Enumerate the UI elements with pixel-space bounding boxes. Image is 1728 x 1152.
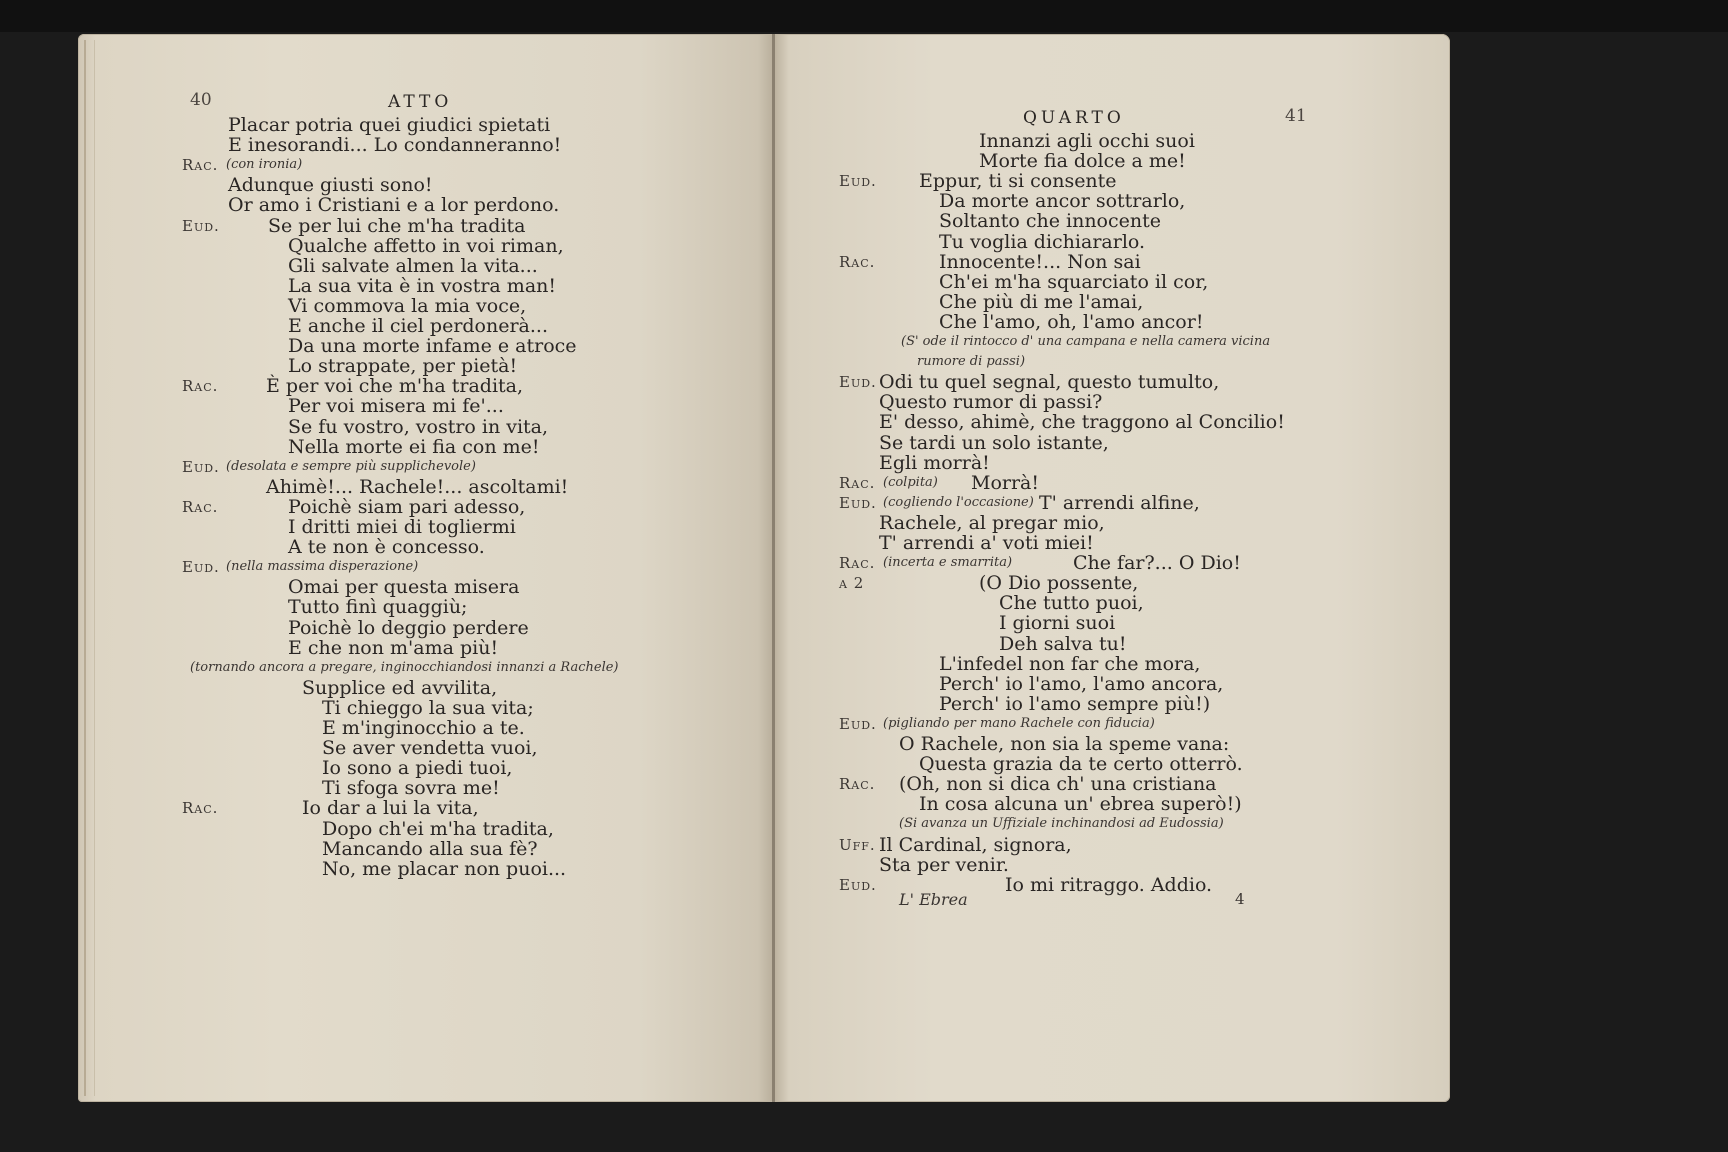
verse-line: Questo rumor di passi? xyxy=(879,391,1103,414)
verse-line: Il Cardinal, signora, xyxy=(879,833,1072,856)
open-book xyxy=(78,34,1450,1106)
verse-line: Se aver vendetta vuoi, xyxy=(322,737,538,760)
verse-line: Sta per venir. xyxy=(879,853,1009,876)
left-page xyxy=(78,34,773,1102)
verse-line: Soltanto che innocente xyxy=(939,210,1161,233)
verse-line: Io dar a lui la vita, xyxy=(302,797,479,820)
footer-title: L' Ebrea xyxy=(899,890,968,909)
verse-line: Ti sfoga sovra me! xyxy=(322,777,500,800)
speaker-label: a 2 xyxy=(839,574,865,593)
verse-line: Dopo ch'ei m'ha tradita, xyxy=(322,817,554,840)
running-head: QUARTO xyxy=(1023,108,1125,128)
verse-line: Odi tu quel segnal, questo tumulto, xyxy=(879,371,1220,394)
verse-line: Tu voglia dichiararlo. xyxy=(939,230,1146,253)
speaker-label: Eud. xyxy=(182,457,220,476)
verse-line: Qualche affetto in voi riman, xyxy=(288,234,564,257)
verse-line: Perch' io l'amo sempre più!) xyxy=(939,692,1211,715)
verse-line: In cosa alcuna un' ebrea superò!) xyxy=(919,793,1242,816)
speaker-label: Rac. xyxy=(839,473,876,492)
signature-mark: 4 xyxy=(1235,890,1245,908)
verse-line: Placar potria quei giudici spietati xyxy=(228,114,551,136)
verse-line: Che più di me l'amai, xyxy=(939,290,1144,313)
verse-line: Vi commova la mia voce, xyxy=(288,294,527,317)
stage-direction: (S' ode il rintocco d' una campana e nella camera vicina xyxy=(901,334,1271,349)
verse-line: Io sono a piedi tuoi, xyxy=(322,757,513,780)
verse-line: Gli salvate almen la vita... xyxy=(288,254,538,277)
verse-line: Poichè siam pari adesso, xyxy=(288,495,526,518)
verse-line: Tutto finì quaggiù; xyxy=(288,596,468,619)
page-number: 40 xyxy=(190,90,212,110)
verse-line: T' arrendi a' voti miei! xyxy=(879,532,1094,554)
verse-line: Omai per questa misera xyxy=(288,576,520,599)
verse-line: Ahimè!... Rachele!... ascoltami! xyxy=(266,475,569,498)
verse-line: Eppur, ti si consente xyxy=(919,170,1117,193)
verse-line: E m'inginocchio a te. xyxy=(322,717,525,739)
verse-line: Io mi ritraggo. Addio. xyxy=(1005,873,1213,896)
verse-line: Morte fia dolce a me! xyxy=(979,150,1186,173)
verse-line: Supplice ed avvilita, xyxy=(302,676,498,699)
verse-line: Innocente!... Non sai xyxy=(939,250,1141,273)
verse-line: Mancando alla sua fè? xyxy=(322,837,538,860)
verse-line: Rachele, al pregar mio, xyxy=(879,511,1105,534)
stage-direction: rumore di passi) xyxy=(917,354,1026,370)
speaker-label: Eud. xyxy=(839,172,877,191)
verse-line: Perch' io l'amo, l'amo ancora, xyxy=(939,672,1224,695)
stage-direction: (colpita) xyxy=(883,474,938,490)
verse-line: O Rachele, non sia la speme vana: xyxy=(899,733,1230,755)
stage-direction: (Si avanza un Uffiziale inchinandosi ad Eudossia) xyxy=(899,816,1224,832)
stage-direction: (incerta e smarrita) xyxy=(883,555,1013,571)
verse-line: Morrà! xyxy=(971,471,1040,494)
verse-line: I giorni suoi xyxy=(999,612,1116,635)
verse-line: Se tardi un solo istante, xyxy=(879,431,1109,454)
verse-line: (Oh, non si dica ch' una cristiana xyxy=(899,773,1217,796)
verse-line: I dritti miei di togliermi xyxy=(288,516,516,538)
verse-line: Deh salva tu! xyxy=(999,632,1127,655)
speaker-label: Rac. xyxy=(839,775,876,794)
verse-line: Lo strappate, per pietà! xyxy=(288,355,518,378)
verse-line: Da morte ancor sottrarlo, xyxy=(939,190,1186,213)
verse-line: Egli morrà! xyxy=(879,451,990,474)
verse-line: Adunque giusti sono! xyxy=(228,174,433,197)
verse-line: Or amo i Cristiani e a lor perdono. xyxy=(228,194,560,217)
verse-line: Se per lui che m'ha tradita xyxy=(268,214,526,237)
verse-line: (O Dio possente, xyxy=(979,572,1139,595)
speaker-label: Rac. xyxy=(182,497,219,516)
stage-direction: (nella massima disperazione) xyxy=(226,559,419,575)
speaker-label: Eud. xyxy=(182,216,220,235)
verse-line: Ch'ei m'ha squarciato il cor, xyxy=(939,270,1209,293)
verse-line: No, me placar non puoi... xyxy=(322,857,567,880)
verse-line: Poichè lo deggio perdere xyxy=(288,616,529,639)
speaker-label: Eud. xyxy=(839,875,877,894)
verse-line: Nella morte ei fia con me! xyxy=(288,435,540,458)
stage-direction: (desolata e sempre più supplichevole) xyxy=(226,458,476,474)
verse-line: L'infedel non far che mora, xyxy=(939,652,1201,675)
running-head: ATTO xyxy=(388,92,453,112)
page-number: 41 xyxy=(1285,106,1307,126)
speaker-label: Rac. xyxy=(182,799,219,818)
speaker-label: Eud. xyxy=(839,714,877,733)
verse-line: E anche il ciel perdonerà... xyxy=(288,315,549,337)
speaker-label: Rac. xyxy=(182,377,219,396)
verse-line: Ti chieggo la sua vita; xyxy=(322,696,534,719)
verse-line: T' arrendi alfine, xyxy=(1039,491,1200,514)
speaker-label: Eud. xyxy=(182,558,220,577)
stage-direction: (tornando ancora a pregare, inginocchiandosi innanzi a Rachele) xyxy=(190,659,619,675)
verse-line: La sua vita è in vostra man! xyxy=(288,274,557,297)
speaker-label: Eud. xyxy=(839,493,877,512)
verse-line: E che non m'ama più! xyxy=(288,636,499,659)
verse-line: Innanzi agli occhi suoi xyxy=(979,130,1195,152)
backdrop xyxy=(0,0,1728,32)
stage-direction: (cogliendo l'occasione) xyxy=(883,494,1034,510)
verse-line: Per voi misera mi fe'... xyxy=(288,395,504,418)
speaker-label: Rac. xyxy=(182,156,219,175)
speaker-label: Rac. xyxy=(839,252,876,271)
verse-line: Che far?... O Dio! xyxy=(1073,552,1241,575)
verse-line: È per voi che m'ha tradita, xyxy=(266,375,524,398)
verse-line: Da una morte infame e atroce xyxy=(288,335,577,358)
verse-line: Se fu vostro, vostro in vita, xyxy=(288,415,549,438)
verse-line: Che tutto puoi, xyxy=(999,592,1144,615)
speaker-label: Rac. xyxy=(839,554,876,573)
speaker-label: Eud. xyxy=(839,373,877,392)
speaker-label: Uff. xyxy=(839,835,876,854)
verse-line: A te non è concesso. xyxy=(288,536,485,559)
verse-line: E' desso, ahimè, che traggono al Concilio! xyxy=(879,411,1285,434)
stage-direction: (pigliando per mano Rachele con fiducia) xyxy=(883,715,1155,731)
stage-direction: (con ironia) xyxy=(226,157,303,173)
verse-line: Questa grazia da te certo otterrò. xyxy=(919,753,1243,776)
verse-line: E inesorandi... Lo condanneranno! xyxy=(228,134,562,157)
verse-line: Che l'amo, oh, l'amo ancor! xyxy=(939,310,1204,333)
right-page xyxy=(775,34,1450,1102)
